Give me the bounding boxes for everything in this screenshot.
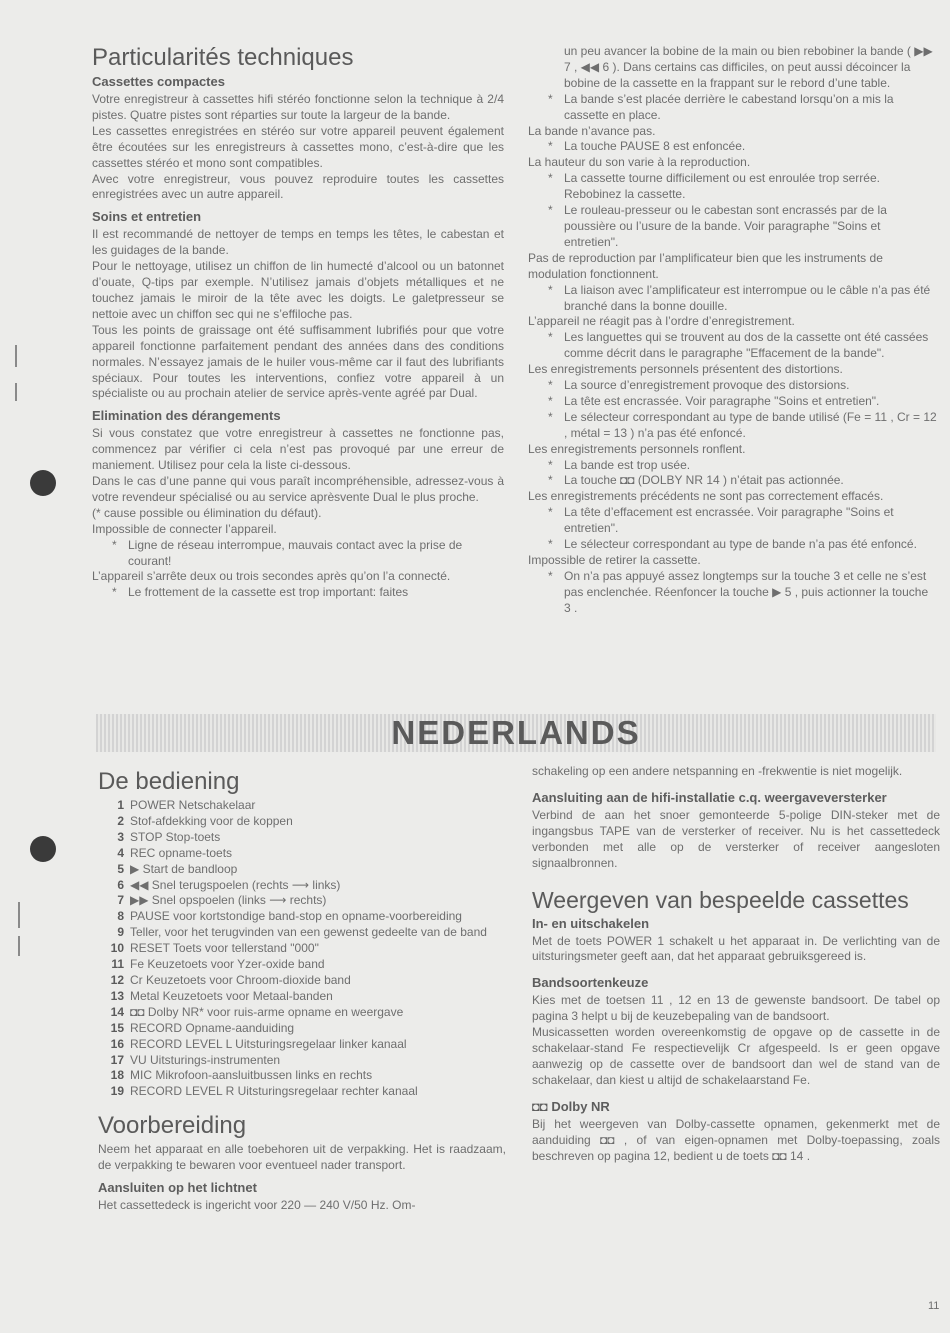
item-text: POWER Netschakelaar bbox=[130, 798, 256, 812]
item-text: ▶▶ Snel opspoelen (links ⟶ rechts) bbox=[130, 893, 327, 908]
cause: * La bande est trop usée. bbox=[548, 458, 938, 474]
margin-mark bbox=[15, 345, 17, 367]
list-item bbox=[98, 909, 506, 925]
dutch-right-column bbox=[532, 764, 940, 1165]
list-item bbox=[98, 1084, 506, 1100]
problem: Impossible de connecter l’appareil. bbox=[92, 521, 277, 536]
item-number: 17 bbox=[110, 1052, 124, 1067]
item-text: ◘◘ Dolby NR* voor ruis-arme opname en weergave bbox=[130, 1004, 404, 1019]
binding-hole bbox=[30, 836, 56, 862]
margin-mark bbox=[18, 936, 20, 956]
problem: La hauteur du son varie à la reproduction. bbox=[528, 155, 751, 170]
subsection-heading: Aansluiting aan de hifi-installatie c.q. weergaveversterker bbox=[532, 789, 887, 805]
margin-mark bbox=[15, 383, 17, 401]
item-text: RESET Toets voor tellerstand "000" bbox=[130, 941, 319, 956]
item-text: Cr Keuzetoets voor Chroom-dioxide band bbox=[130, 972, 351, 987]
paragraph: Musicassetten worden overeenkomstig de opgave op de cassette in de schakelaar-stand Fe respectievelijk Cr afgespeeld. Is er geen opgave aanwezig op de cassette over de bandsoort dan wel de stand van de schakelaar, dan kiest u altijd de schakelaarstand Fe. bbox=[532, 1025, 940, 1087]
paragraph: schakeling op een andere netspanning en -frekwentie is niet mogelijk. bbox=[532, 764, 903, 778]
item-number: 19 bbox=[110, 1084, 124, 1099]
paragraph: Avec votre enregistreur, vous pouvez reproduire toutes les cassettes enregistrées avec un autre appareil. bbox=[92, 171, 504, 202]
paragraph: Verbind de aan het snoer gemonteerde 5-polige DIN-steker met de ingangsbus TAPE van de versterker of receiver. Nu is het cassettedeck verbonden met alle op de versterker of receiver aangesloten signaalbronnen. bbox=[532, 807, 940, 870]
subsection-heading: ◘◘ Dolby NR bbox=[532, 1098, 610, 1114]
cause: * Ligne de réseau interrompue, mauvais contact avec la prise de courant! bbox=[112, 538, 504, 570]
item-text: ◀◀ Snel terugspoelen (rechts ⟶ links) bbox=[130, 877, 341, 892]
paragraph: Il est recommandé de nettoyer de temps en temps les têtes, le cabestan et les guidages de la bande. bbox=[92, 227, 504, 258]
list-item bbox=[98, 878, 506, 894]
list-item bbox=[98, 925, 506, 941]
item-number: 5 bbox=[117, 861, 124, 876]
problem: Les enregistrements précédents ne sont pas correctement effacés. bbox=[528, 489, 884, 504]
item-number: 7 bbox=[117, 893, 124, 908]
list-item bbox=[98, 973, 506, 989]
item-number: 10 bbox=[110, 941, 124, 956]
item-number: 13 bbox=[110, 988, 124, 1003]
banner-title: NEDERLANDS bbox=[391, 714, 641, 751]
subsection-heading: Bandsoortenkeuze bbox=[532, 975, 649, 991]
cause: * La bande s’est placée derrière le cabestand lorsqu’on a mis la cassette en place. bbox=[548, 92, 938, 124]
item-number: 8 bbox=[117, 909, 124, 924]
list-item bbox=[98, 1068, 506, 1084]
paragraph: Bij het weergeven van Dolby-cassette opnamen, gekenmerkt met de aanduiding ◘◘ , of van eigen-opnamen met Dolby-toepassing, zoals beschreven op pagina 12, bedient u de toets ◘◘ 14 . bbox=[532, 1116, 940, 1163]
paragraph: Neem het apparaat en alle toebehoren uit de verpakking. Het is raadzaam, de verpakking te bewaren voor eventueel nader transport. bbox=[98, 1142, 506, 1173]
cause: * La liaison avec l’amplificateur est interrompue ou le câble n’a pas été branché dans la bonne douille. bbox=[548, 283, 938, 315]
item-text: RECORD LEVEL R Uitsturingsregelaar rechter kanaal bbox=[130, 1084, 418, 1099]
paragraph: Kies met de toetsen 11 , 12 en 13 de gewenste bandsoort. De tabel op pagina 3 helpt u bij de keuzebepaling van de bandsoort. bbox=[532, 993, 940, 1024]
list-item bbox=[98, 1053, 506, 1069]
item-number: 4 bbox=[117, 845, 124, 860]
list-item bbox=[98, 989, 506, 1005]
list-item bbox=[98, 798, 506, 814]
paragraph: Tous les points de graissage ont été suffisamment lubrifiés pour que votre appareil fonctionne parfaitement pendant des années dans des conditions normales. N’essayez jamais de le huiler vous-même car il faut des lubrifiants spéciaux. Pour toutes les interventions, confiez votre appareil à un spécialiste ou au prochain atelier de service après-vente agréé par Dual. bbox=[92, 322, 504, 401]
list-item bbox=[98, 941, 506, 957]
cause: * La touche PAUSE 8 est enfoncée. bbox=[548, 139, 938, 155]
paragraph: Votre enregistreur à cassettes hifi stéréo fonctionne selon la technique à 2/4 pistes. Quatre pistes sont réparties sur toute la largeur de la bande. bbox=[92, 92, 504, 122]
paragraph: Met de toets POWER 1 schakelt u het apparaat in. De verlichting van de uitsturingsmeter geeft aan, dat het apparaat gebruiksgereed is. bbox=[532, 933, 940, 964]
problem: Les enregistrements personnels ronflent. bbox=[528, 441, 746, 456]
item-text: RECORD LEVEL L Uitsturingsregelaar linker kanaal bbox=[130, 1036, 407, 1051]
paragraph: Pour le nettoyage, utilisez un chiffon de lin humecté d’alcool ou un batonnet d’ouate, Q-tips par exemple. N’utilisez jamais d’objets métalliques et ne touchez jamais le miroir de la tête avec les doigts. Le galetpresseur se nettoie avec un chiffon sec qui ne s’effiloche pas. bbox=[92, 259, 504, 321]
cause: * La cassette tourne difficilement ou est enroulée trop serrée. Rebobinez la cassette. bbox=[548, 171, 938, 203]
item-number: 16 bbox=[110, 1036, 124, 1051]
section-title: Particularités techniques bbox=[92, 44, 354, 71]
cause: * Le rouleau-presseur ou le cabestan sont encrassés par de la poussière ou l’usure de la bande. Voir paragraphe "Soins et entretien". bbox=[548, 203, 938, 251]
cause: * La touche ◘◘ (DOLBY NR 14 ) n’était pas actionnée. bbox=[548, 473, 938, 489]
item-text: REC opname-toets bbox=[130, 845, 233, 860]
french-right-column bbox=[528, 44, 938, 617]
problem: Impossible de retirer la cassette. bbox=[528, 553, 701, 567]
subsection-heading: Aansluiten op het lichtnet bbox=[98, 1180, 257, 1196]
cause: * La source d’enregistrement provoque des distorsions. bbox=[548, 378, 938, 394]
subsection-heading: Cassettes compactes bbox=[92, 74, 225, 89]
item-text: Teller, voor het terugvinden van een gewenst gedeelte van de band bbox=[130, 925, 487, 940]
problem: La bande n’avance pas. bbox=[528, 123, 656, 138]
page-number: 11 bbox=[928, 1300, 940, 1312]
subsection-heading: Soins et entretien bbox=[92, 209, 202, 225]
problem: Pas de reproduction par l’amplificateur bien que les instruments de modulation fonctionnent. bbox=[528, 250, 883, 281]
paragraph: Les cassettes enregistrées en stéréo sur votre appareil peuvent également être écoutées sur les enregistreurs à cassettes mono, c’est-à-dire que les cassettes stéréo et mono sont compatibles. bbox=[92, 123, 504, 170]
margin-mark bbox=[18, 902, 20, 928]
list-item bbox=[98, 1021, 506, 1037]
cause: * Le sélecteur correspondant au type de bande n’a pas été enfoncé. bbox=[548, 537, 938, 553]
binding-hole bbox=[30, 470, 56, 496]
item-number: 3 bbox=[117, 829, 124, 844]
item-number: 1 bbox=[117, 798, 124, 812]
item-number: 15 bbox=[110, 1020, 124, 1035]
item-number: 14 bbox=[110, 1004, 124, 1019]
problem: Les enregistrements personnels présentent des distortions. bbox=[528, 362, 843, 377]
cause: * La tête d’effacement est encrassée. Voir paragraphe "Soins et entretien". bbox=[548, 505, 938, 537]
section-title: Voorbereiding bbox=[98, 1112, 247, 1140]
list-item bbox=[98, 862, 506, 878]
item-text: Stof-afdekking voor de koppen bbox=[130, 813, 293, 828]
subsection-heading: Elimination des dérangements bbox=[92, 408, 281, 424]
item-number: 11 bbox=[111, 957, 124, 972]
list-item bbox=[98, 830, 506, 846]
problem: L’appareil ne réagit pas à l’ordre d’enregistrement. bbox=[528, 314, 795, 329]
item-number: 12 bbox=[110, 972, 124, 987]
note: (* cause possible ou élimination du défaut). bbox=[92, 505, 322, 520]
list-item bbox=[98, 957, 506, 973]
paragraph: Dans le cas d’une panne qui vous paraît incompréhensible, adressez-vous à votre revendeur spécialisé ou au service aprèsvente Dual le plus proche. bbox=[92, 474, 504, 504]
subsection-heading: In- en uitschakelen bbox=[532, 915, 650, 931]
item-text: VU Uitsturings-instrumenten bbox=[130, 1052, 281, 1067]
problem: L’appareil s’arrête deux ou trois secondes après qu’on l’a connecté. bbox=[92, 569, 451, 584]
language-banner bbox=[96, 714, 936, 752]
item-text: STOP Stop-toets bbox=[130, 829, 221, 844]
paragraph: Si vous constatez que votre enregistreur à cassettes ne fonctionne pas, commencez par vérifier ci cela n’est pas provoqué par une erreur de maniement. Utilisez pour cela la liste ci-dessous. bbox=[92, 426, 504, 473]
item-text: PAUSE voor kortstondige band-stop en opname-voorbereiding bbox=[130, 909, 462, 924]
cause-continued: un peu avancer la bobine de la main ou bien rebobiner la bande ( ▶▶ 7 , ◀◀ 6 ). Dans certains cas difficiles, on peut aussi décoincer la bobine de la cassette en la frappant sur le rebord d’une table. bbox=[564, 44, 933, 90]
dutch-left-column bbox=[98, 768, 506, 1214]
item-text: MIC Mikrofoon-aansluitbussen links en rechts bbox=[130, 1068, 373, 1083]
list-item bbox=[98, 814, 506, 830]
cause: * Les languettes qui se trouvent au dos de la cassette ont été cassées comme décrit dans le paragraphe "Effacement de la bande". bbox=[548, 330, 938, 362]
cause: * Le frottement de la cassette est trop important: faites bbox=[112, 585, 504, 601]
list-item bbox=[98, 846, 506, 862]
cause: * La tête est encrassée. Voir paragraphe "Soins et entretien". bbox=[548, 394, 938, 410]
section-title: De bediening bbox=[98, 768, 240, 795]
item-text: Metal Keuzetoets voor Metaal-banden bbox=[130, 988, 333, 1003]
item-text: Fe Keuzetoets voor Yzer-oxide band bbox=[130, 957, 325, 972]
list-item bbox=[98, 1005, 506, 1021]
item-number: 2 bbox=[117, 813, 124, 828]
item-number: 9 bbox=[117, 925, 124, 940]
item-number: 6 bbox=[117, 877, 124, 892]
controls-list bbox=[98, 798, 506, 1100]
section-title: Weergeven van bespeelde cassettes bbox=[532, 886, 909, 913]
list-item bbox=[98, 1037, 506, 1053]
item-text: ▶ Start de bandloop bbox=[130, 861, 238, 876]
cause: * Le sélecteur correspondant au type de bande utilisé (Fe = 11 , Cr = 12 , métal = 13 ) n’a pas été enfoncé. bbox=[548, 410, 938, 442]
list-item bbox=[98, 893, 506, 909]
item-number: 18 bbox=[110, 1068, 124, 1083]
french-left-column bbox=[92, 44, 504, 601]
paragraph: Het cassettedeck is ingericht voor 220 — 240 V/50 Hz. Om- bbox=[98, 1198, 416, 1213]
cause: * On n’a pas appuyé assez longtemps sur la touche 3 et celle ne s’est pas enclenchée. Réenfoncer la touche ▶ 5 , puis actionner la touche 3 . bbox=[548, 569, 938, 617]
item-text: RECORD Opname-aanduiding bbox=[130, 1020, 295, 1035]
